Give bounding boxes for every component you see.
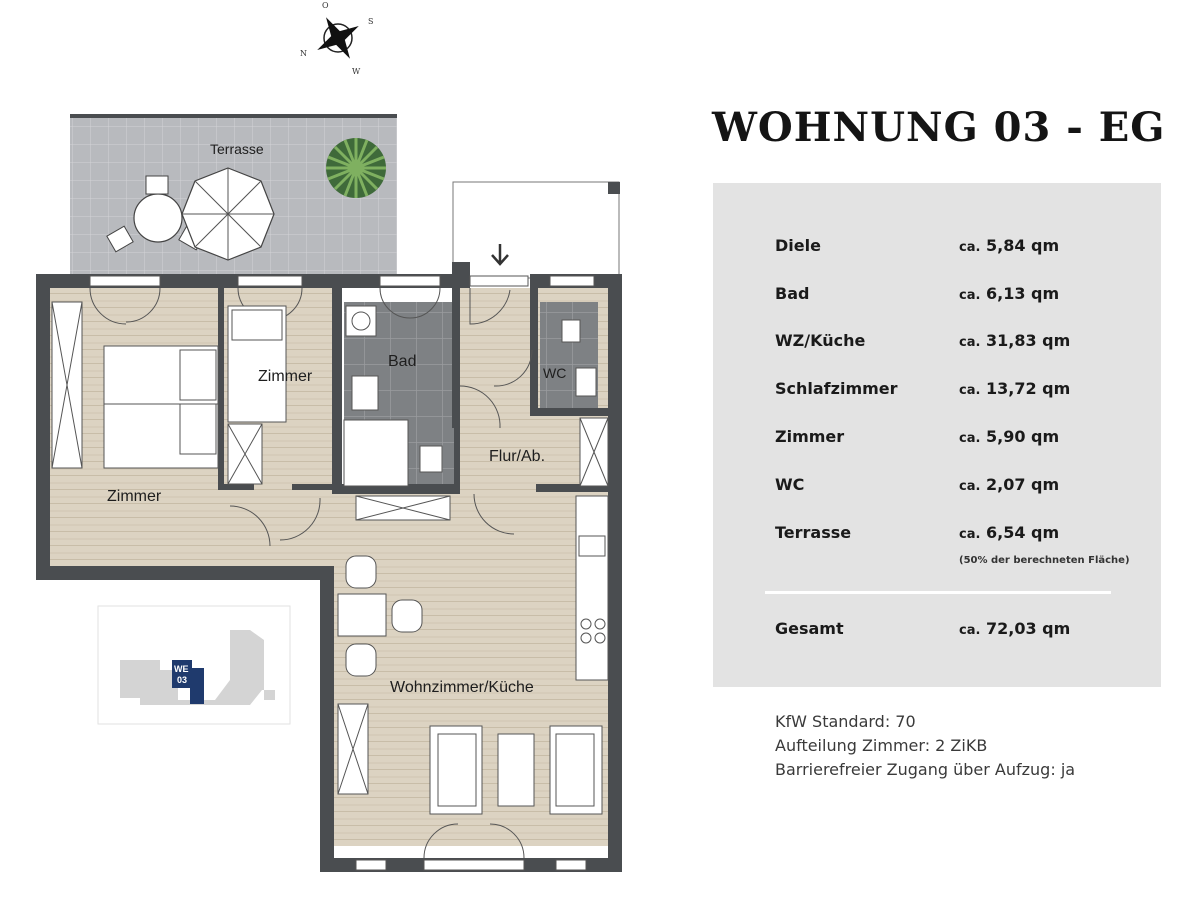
- area-name: Schlafzimmer: [775, 379, 898, 398]
- room-label-living: Wohnzimmer/Küche: [390, 679, 534, 696]
- area-row: [775, 284, 1135, 308]
- parasol-icon: [182, 168, 274, 260]
- key-plan: [98, 606, 290, 724]
- area-row: [775, 379, 1135, 403]
- compass-s: S: [368, 17, 374, 26]
- compass-n: N: [300, 49, 307, 58]
- apartment-facts: [775, 710, 1075, 782]
- total-value: ca. 72,03 qm: [959, 619, 1071, 638]
- area-name: Zimmer: [775, 427, 845, 446]
- area-value: ca. 5,84 qm: [959, 236, 1060, 255]
- room-label-hall: Flur/Ab.: [489, 448, 546, 465]
- entrance-landing: [453, 182, 620, 278]
- divider: [765, 591, 1111, 594]
- area-name: Diele: [775, 236, 821, 255]
- area-value: ca. 13,72 qm: [959, 379, 1071, 398]
- total-name: Gesamt: [775, 619, 844, 638]
- compass-icon: [300, 1, 373, 76]
- area-value: ca. 6,13 qm: [959, 284, 1060, 303]
- area-row: [775, 236, 1135, 260]
- keyplan-label-2: 03: [177, 675, 188, 685]
- compass-w: W: [352, 67, 361, 76]
- area-name: WC: [775, 475, 805, 494]
- plant-icon: [326, 138, 386, 198]
- area-row: [775, 475, 1135, 499]
- fact-accessibility: Barrierefreier Zugang über Aufzug: ja: [775, 760, 1076, 779]
- area-row: [775, 523, 1135, 547]
- room-label-room: Zimmer: [258, 368, 313, 385]
- room-label-bedroom: Zimmer: [107, 488, 162, 505]
- terrace-area: [70, 114, 397, 276]
- area-name: WZ/Küche: [775, 331, 866, 350]
- fact-rooms: Aufteilung Zimmer: 2 ZiKB: [775, 736, 988, 755]
- total-row: [775, 619, 1135, 643]
- keyplan-label-1: WE: [174, 664, 189, 674]
- area-name: Terrasse: [775, 523, 852, 542]
- room-label-wc: WC: [543, 365, 567, 381]
- area-name: Bad: [775, 284, 810, 303]
- compass-o: O: [322, 1, 329, 10]
- page-title: WOHNUNG 03 - EG: [712, 104, 1166, 151]
- fact-kfw: KfW Standard: 70: [775, 712, 916, 731]
- area-row: [775, 427, 1135, 451]
- room-label-bath: Bad: [388, 353, 417, 370]
- area-panel: [713, 183, 1161, 687]
- terrace-note: (50% der berechneten Fläche): [959, 555, 1130, 566]
- area-value: ca. 6,54 qm: [959, 523, 1060, 542]
- area-row: [775, 331, 1135, 355]
- area-value: ca. 5,90 qm: [959, 427, 1060, 446]
- area-value: ca. 31,83 qm: [959, 331, 1071, 350]
- terrace-label: Terrasse: [210, 141, 264, 157]
- area-value: ca. 2,07 qm: [959, 475, 1060, 494]
